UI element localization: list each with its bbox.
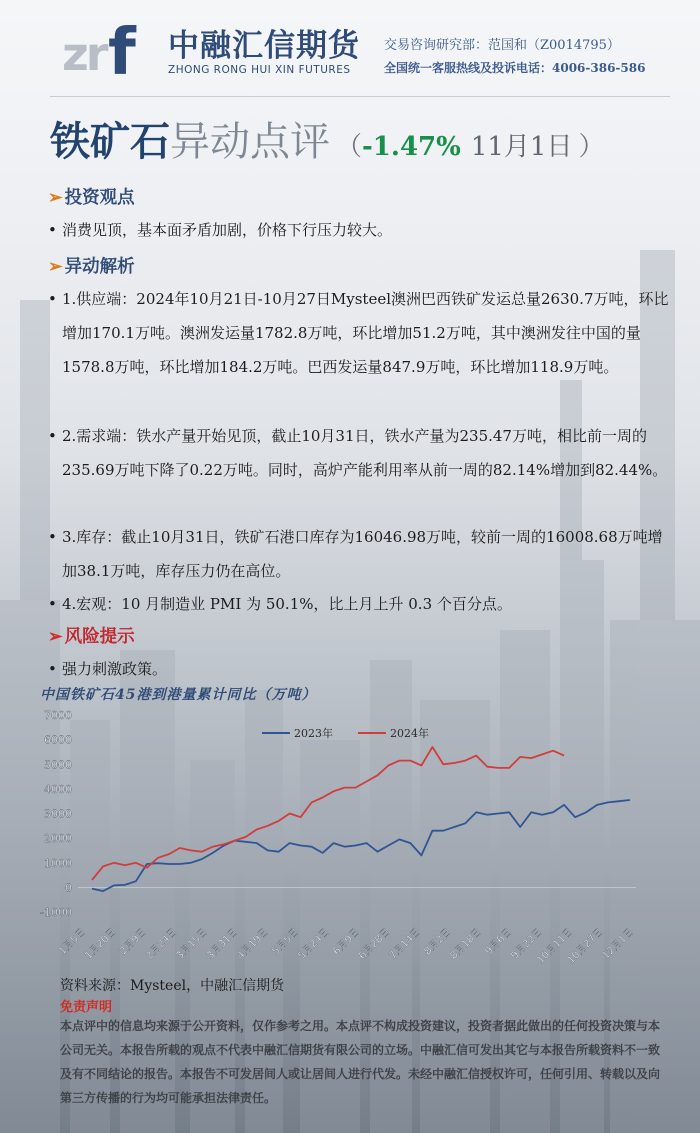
x-tick-label: 2月24日 bbox=[144, 926, 180, 962]
x-tick-label: 1月5日 bbox=[57, 926, 89, 958]
y-tick-label: 0 bbox=[65, 881, 72, 895]
legend-label: 2023年 bbox=[294, 727, 333, 740]
risk-paragraph bbox=[48, 652, 670, 686]
company-name-cn: 中融汇信期货 bbox=[168, 28, 360, 64]
hotline-contact: 全国统一客服热线及投诉电话：4006-386-586 bbox=[384, 61, 646, 75]
x-tick-label: 5月24日 bbox=[296, 926, 332, 962]
y-tick-label: 2000 bbox=[44, 832, 72, 846]
analysis-text: 2.需求端：铁水产量开始见顶，截止10月31日，铁水产量为235.47万吨，相比前一周的235.69万吨下降了0.22万吨。同时，高炉产能利用率从前一周的82.14%增加到82.44%。 bbox=[62, 427, 668, 479]
header bbox=[0, 0, 700, 96]
chart-title: 中国铁矿石45港到港量累计同比（万吨） bbox=[40, 687, 317, 703]
section-heading: 投资观点 bbox=[64, 188, 135, 208]
y-tick-label: 7000 bbox=[44, 709, 72, 722]
report-date: 11月1日 bbox=[470, 132, 573, 162]
view-paragraph bbox=[48, 213, 670, 247]
bullet-icon: • bbox=[48, 595, 57, 613]
x-tick-label: 6月28日 bbox=[357, 926, 393, 962]
x-tick-label: 4月19日 bbox=[235, 926, 271, 962]
y-tick-label: -1000 bbox=[40, 906, 72, 919]
bullet-icon: • bbox=[48, 528, 57, 546]
y-tick-label: 6000 bbox=[44, 733, 72, 747]
x-tick-label: 1月20日 bbox=[83, 926, 119, 962]
x-tick-label: 10月27日 bbox=[565, 926, 606, 967]
series-line-2023 bbox=[92, 800, 630, 891]
chevron-right-icon: ➢ bbox=[48, 188, 63, 208]
chevron-right-icon: ➢ bbox=[48, 627, 63, 647]
title-paren-open: （ bbox=[336, 132, 363, 162]
title-main: 铁矿石 bbox=[50, 118, 170, 165]
y-tick-label: 5000 bbox=[44, 758, 72, 772]
header-divider bbox=[50, 96, 670, 97]
disclaimer-title: 免责声明 bbox=[60, 1000, 113, 1015]
bullet-icon: • bbox=[48, 427, 57, 445]
x-tick-label: 3月31日 bbox=[204, 926, 241, 962]
analyst-contact: 交易咨询研究部：范国和（Z0014795） bbox=[384, 38, 620, 53]
section-risk bbox=[48, 623, 135, 648]
y-tick-label: 4000 bbox=[44, 782, 72, 796]
analysis-item bbox=[48, 282, 670, 384]
bullet-icon: • bbox=[48, 660, 57, 678]
x-tick-label: 10月11日 bbox=[535, 926, 576, 967]
x-tick-label: 2月9日 bbox=[118, 926, 150, 958]
section-heading: 异动解析 bbox=[64, 257, 135, 277]
x-tick-label: 12月1日 bbox=[600, 926, 637, 962]
analysis-item bbox=[48, 419, 670, 487]
risk-text: 强力刺激政策。 bbox=[62, 660, 168, 678]
section-heading: 风险提示 bbox=[64, 627, 135, 647]
section-investment-view bbox=[48, 184, 135, 209]
title-paren-close: ） bbox=[578, 132, 605, 162]
x-tick-label: 6月9日 bbox=[331, 926, 363, 958]
price-change: -1.47% bbox=[362, 132, 461, 162]
analysis-item bbox=[48, 520, 670, 588]
legend-label: 2024年 bbox=[390, 727, 429, 740]
y-tick-label: 1000 bbox=[44, 856, 72, 870]
view-text: 消费见顶，基本面矛盾加剧，价格下行压力较大。 bbox=[62, 221, 393, 239]
company-logo-icon bbox=[62, 14, 158, 80]
disclaimer-text: 本点评中的信息均来源于公开资料，仅作参考之用。本点评不构成投资建议，投资者据此做出的任何投资决策与本公司无关。本报告所载的观点不代表中融汇信期货有限公司的立场。中融汇信可发出其它与本报告所载资料不一致及有不同结论的报告。本报告不可发居间人或让居间人进行代发。未经中融汇信授权许可，任何引用、转载以及向第三方传播的行为均可能承担法律责任。 bbox=[60, 1019, 661, 1105]
x-tick-label: 8月2日 bbox=[422, 926, 454, 958]
x-tick-label: 9月22日 bbox=[509, 926, 545, 962]
bullet-icon: • bbox=[48, 221, 57, 239]
company-name-en: ZHONG RONG HUI XIN FUTURES bbox=[168, 64, 351, 76]
analysis-text: 4.宏观：10 月制造业 PMI 为 50.1%，比上月上升 0.3 个百分点。 bbox=[62, 595, 512, 613]
page-title bbox=[50, 110, 605, 167]
x-tick-label: 7月14日 bbox=[387, 926, 424, 962]
svg-text:zr: zr bbox=[62, 27, 106, 80]
chevron-right-icon: ➢ bbox=[48, 257, 63, 277]
line-chart bbox=[0, 700, 700, 970]
analysis-text: 3.库存：截止10月31日，铁矿石港口库存为16046.98万吨，较前一周的16008.68万吨增加38.1万吨，库存压力仍在高位。 bbox=[62, 528, 663, 580]
x-tick-label: 3月15日 bbox=[174, 926, 210, 962]
x-tick-label: 5月5日 bbox=[270, 926, 302, 958]
x-tick-label: 9月6日 bbox=[483, 926, 515, 958]
bullet-icon: • bbox=[48, 290, 57, 308]
analysis-item bbox=[48, 587, 670, 621]
analysis-text: 1.供应端：2024年10月21日-10月27日Mysteel澳洲巴西铁矿发运总量2630.7万吨，环比增加170.1万吨。澳洲发运量1782.8万吨，环比增加51.2万吨，其中澳洲发往中国的量1578.8万吨，环比增加184.2万吨。巴西发运量847.9万吨，环比增加118.9万吨。 bbox=[62, 290, 669, 376]
y-tick-label: 3000 bbox=[44, 807, 72, 821]
title-sub: 异动点评 bbox=[170, 119, 330, 165]
section-analysis bbox=[48, 253, 135, 278]
x-tick-label: 8月18日 bbox=[448, 926, 484, 962]
data-source: 资料来源：Mysteel，中融汇信期货 bbox=[60, 978, 285, 994]
svg-text:f: f bbox=[108, 16, 136, 80]
